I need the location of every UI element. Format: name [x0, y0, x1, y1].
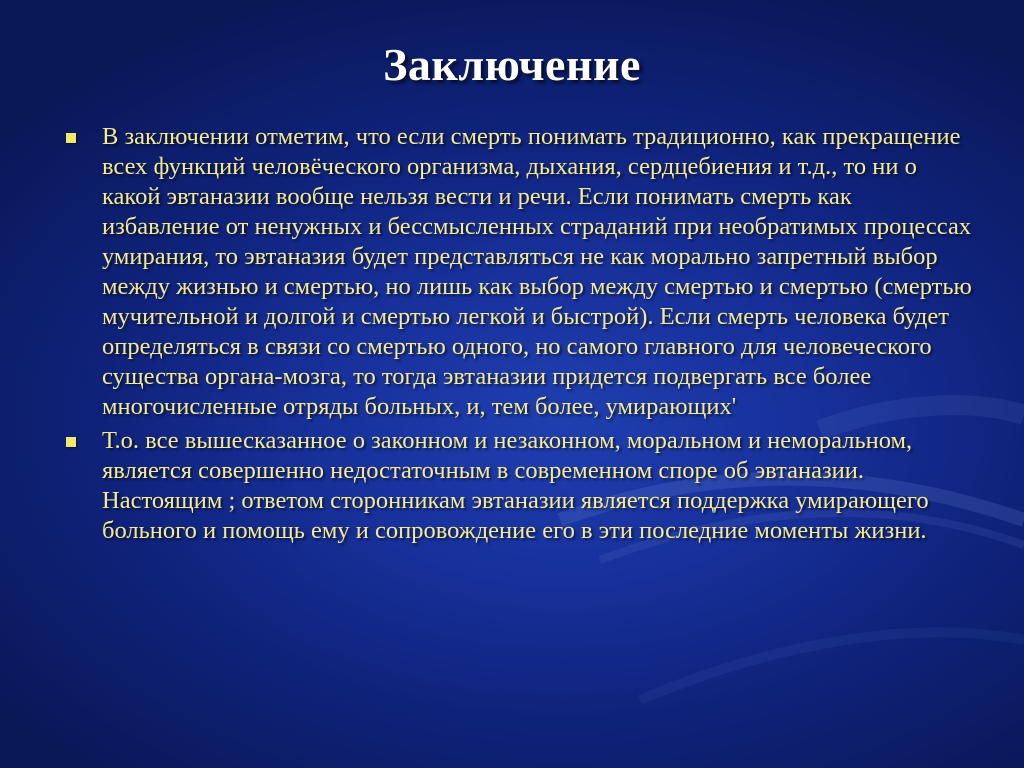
square-bullet-icon	[66, 133, 76, 143]
slide-title: Заключение	[383, 39, 641, 90]
bullet-item	[60, 122, 975, 422]
square-bullet-icon	[66, 437, 76, 447]
bullet-list	[60, 122, 975, 550]
bullet-text: В заключении отметим, что если смерть понимать традиционно, как прекращение всех функций человёческого организма, дыхания, сердцебиения и т.д., то ни о какой эвтаназии вообще нельзя вести и речи. Если понимать смерть как избавление от ненужных и бессмысленных страданий при необратимых процессах умирания, то эвтаназия будет представляться не как морально запретный выбор между жизнью и смертью, но лишь как выбор между смертью и смертью (смертью мучительной и долгой и смертью легкой и быстрой). Если смерть человека будет определяться в связи со смертью одного, но самого главного для человеческого существа органа-мозга, то тогда эвтаназии придется подвергать все более многочисленные отряды больных, и, тем более, умирающих'	[102, 123, 972, 420]
bullet-item	[60, 426, 975, 546]
bullet-text: Т.о. все вышесказанное о законном и незаконном, моральном и неморальном, является совершенно недостаточным в современном споре об эвтаназии. Настоящим ; ответом сторонникам эвтаназии является поддержка умирающего больного и помощь ему и сопровождение его в эти последние моменты жизни.	[102, 427, 929, 544]
